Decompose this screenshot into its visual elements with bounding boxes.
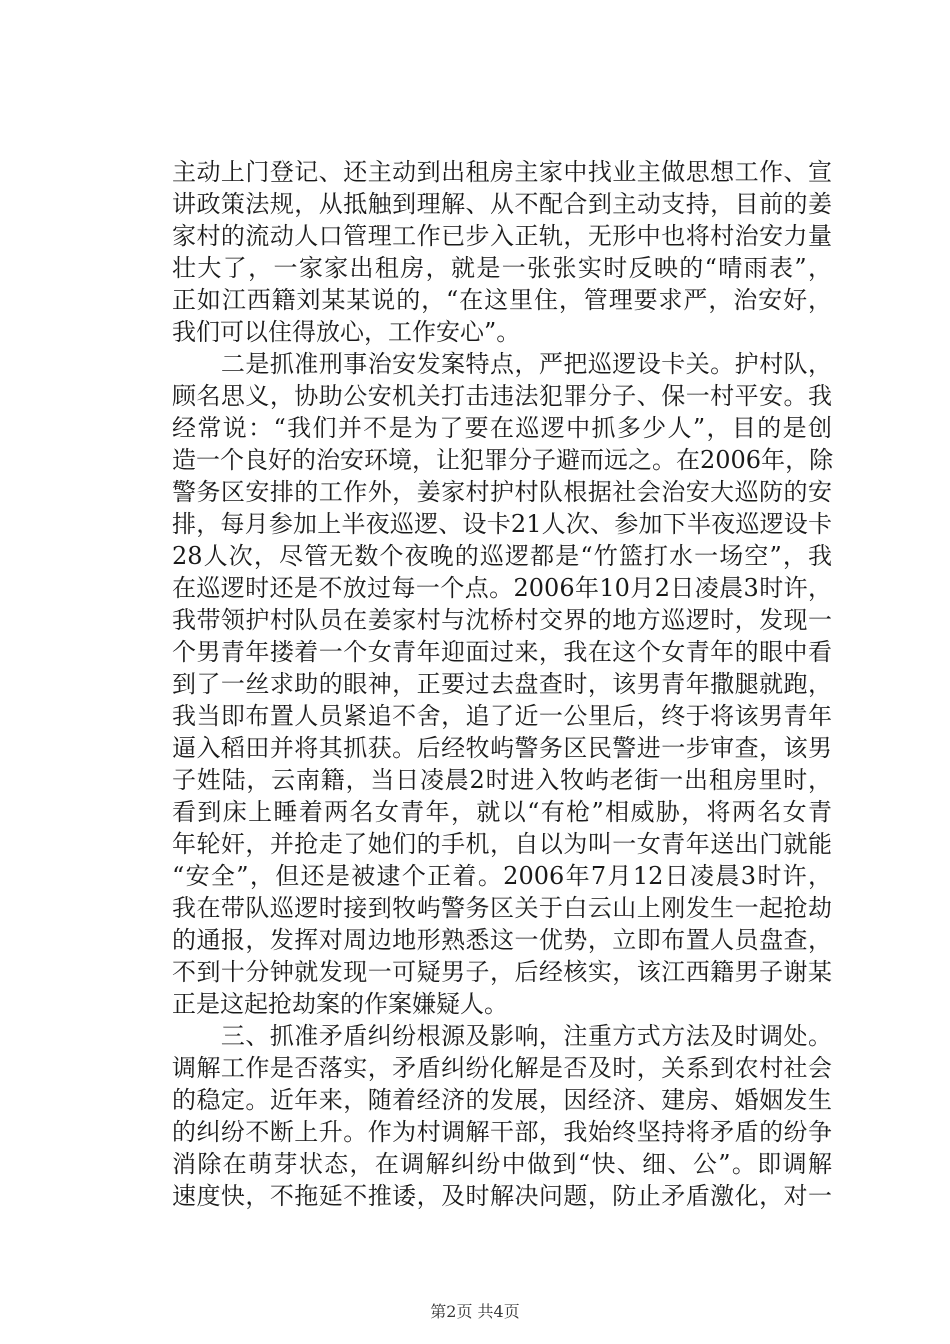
text-line: 正如江西籍刘某某说的，“在这里住，管理要求严，治安好， bbox=[172, 286, 832, 314]
text-line: “安全”，但还是被逮个正着。2006年7月12日凌晨3时许， bbox=[172, 862, 832, 890]
text-line: 速度快，不拖延不推诿，及时解决问题，防止矛盾激化，对一 bbox=[172, 1182, 832, 1210]
text-line: 经常说：“我们并不是为了要在巡逻中抓多少人”，目的是创 bbox=[172, 414, 832, 442]
text-line: 正是这起抢劫案的作案嫌疑人。 bbox=[172, 990, 508, 1018]
text-line: 看到床上睡着两名女青年，就以“有枪”相威胁，将两名女青 bbox=[172, 798, 832, 826]
text-line: 在巡逻时还是不放过每一个点。2006年10月2日凌晨3时许， bbox=[172, 574, 832, 602]
text-line: 警务区安排的工作外，姜家村护村队根据社会治安大巡防的安 bbox=[172, 478, 832, 506]
text-line: 的稳定。近年来，随着经济的发展，因经济、建房、婚姻发生 bbox=[172, 1086, 832, 1114]
text-line: 排，每月参加上半夜巡逻、设卡21人次、参加下半夜巡逻设卡 bbox=[172, 510, 832, 538]
text-line: 消除在萌芽状态，在调解纠纷中做到“快、细、公”。即调解 bbox=[172, 1150, 832, 1178]
text-line: 壮大了，一家家出租房，就是一张张实时反映的“晴雨表”， bbox=[172, 254, 832, 282]
text-line: 个男青年搂着一个女青年迎面过来，我在这个女青年的眼中看 bbox=[172, 638, 832, 666]
text-line: 二是抓准刑事治安发案特点，严把巡逻设卡关。护村队， bbox=[172, 350, 832, 378]
text-line: 逼入稻田并将其抓获。后经牧屿警务区民警进一步审查，该男 bbox=[172, 734, 832, 762]
text-line: 三、抓准矛盾纠纷根源及影响，注重方式方法及时调处。 bbox=[172, 1022, 832, 1050]
text-line: 不到十分钟就发现一可疑男子，后经核实，该江西籍男子谢某 bbox=[172, 958, 832, 986]
text-line: 子姓陆，云南籍，当日凌晨2时进入牧屿老街一出租房里时， bbox=[172, 766, 832, 794]
text-line: 我当即布置人员紧追不舍，追了近一公里后，终于将该男青年 bbox=[172, 702, 832, 730]
body-text bbox=[172, 156, 832, 1212]
text-line: 调解工作是否落实，矛盾纠纷化解是否及时，关系到农村社会 bbox=[172, 1054, 832, 1082]
text-line: 的通报，发挥对周边地形熟悉这一优势，立即布置人员盘查， bbox=[172, 926, 832, 954]
text-line: 到了一丝求助的眼神，正要过去盘查时，该男青年撒腿就跑， bbox=[172, 670, 832, 698]
text-line: 年轮奸，并抢走了她们的手机，自以为叫一女青年送出门就能 bbox=[172, 830, 832, 858]
text-line: 主动上门登记、还主动到出租房主家中找业主做思想工作、宣 bbox=[172, 158, 832, 186]
text-line: 我在带队巡逻时接到牧屿警务区关于白云山上刚发生一起抢劫 bbox=[172, 894, 832, 922]
text-line: 家村的流动人口管理工作已步入正轨，无形中也将村治安力量 bbox=[172, 222, 832, 250]
text-line: 顾名思义，协助公安机关打击违法犯罪分子、保一村平安。我 bbox=[172, 382, 832, 410]
text-line: 讲政策法规，从抵触到理解、从不配合到主动支持，目前的姜 bbox=[172, 190, 832, 218]
text-line: 的纠纷不断上升。作为村调解干部，我始终坚持将矛盾的纷争 bbox=[172, 1118, 832, 1146]
page-footer: 第2页 共4页 bbox=[430, 1302, 520, 1321]
text-line: 造一个良好的治安环境，让犯罪分子避而远之。在2006年，除 bbox=[172, 446, 834, 474]
text-line: 28人次，尽管无数个夜晚的巡逻都是“竹篮打水一场空”，我 bbox=[172, 542, 832, 570]
text-line: 我带领护村队员在姜家村与沈桥村交界的地方巡逻时，发现一 bbox=[172, 606, 832, 634]
text-line: 我们可以住得放心，工作安心”。 bbox=[172, 318, 521, 346]
